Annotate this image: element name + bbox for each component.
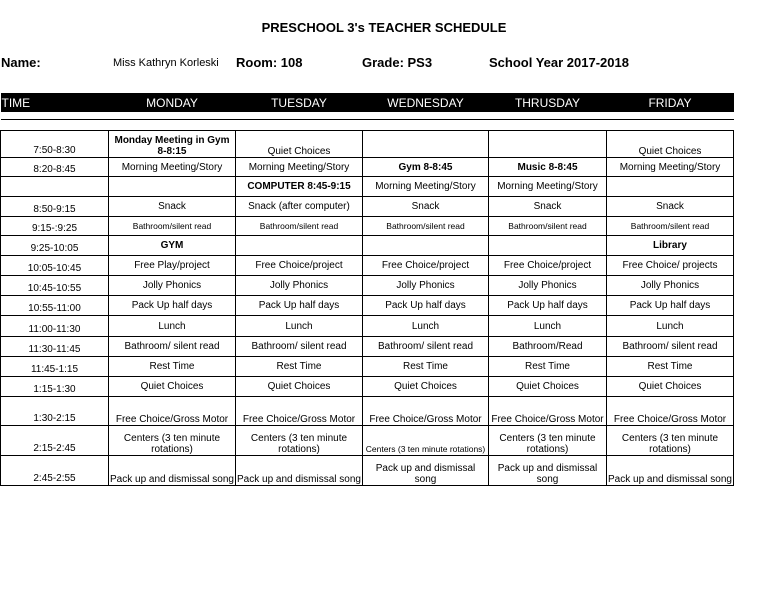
- column-header-monday: MONDAY: [109, 93, 236, 112]
- schedule-cell-thrusday: Pack up and dismissal song: [489, 456, 607, 486]
- schedule-cell-wednesday: Gym 8-8:45: [363, 158, 489, 177]
- time-cell: 11:30-11:45: [1, 337, 109, 357]
- schedule-cell-tuesday: COMPUTER 8:45-9:15: [236, 177, 363, 197]
- schedule-cell-friday: Snack: [607, 197, 734, 217]
- room-label: Room: 108: [236, 55, 303, 70]
- schedule-cell-friday: Free Choice/ projects: [607, 256, 734, 276]
- time-cell: [1, 177, 109, 197]
- schedule-cell-thrusday: Free Choice/project: [489, 256, 607, 276]
- table-row: [1, 158, 734, 177]
- schedule-cell-monday: Quiet Choices: [109, 377, 236, 397]
- schedule-cell-monday: Pack up and dismissal song: [109, 456, 236, 486]
- schedule-cell-tuesday: Jolly Phonics: [236, 276, 363, 296]
- schedule-cell-tuesday: Bathroom/ silent read: [236, 337, 363, 357]
- schedule-cell-wednesday: Jolly Phonics: [363, 276, 489, 296]
- schedule-cell-monday: Jolly Phonics: [109, 276, 236, 296]
- page-title: PRESCHOOL 3's TEACHER SCHEDULE: [261, 20, 507, 35]
- time-cell: 9:25-10:05: [1, 236, 109, 256]
- schedule-cell-tuesday: Pack Up half days: [236, 296, 363, 316]
- schedule-cell-wednesday: Lunch: [363, 316, 489, 337]
- table-row: [1, 236, 734, 256]
- schedule-cell-thrusday: Bathroom/Read: [489, 337, 607, 357]
- schedule-cell-tuesday: Bathroom/silent read: [236, 217, 363, 236]
- time-cell: 2:45-2:55: [1, 456, 109, 486]
- schedule-cell-wednesday: [363, 236, 489, 256]
- table-row: [1, 397, 734, 426]
- schedule-cell-monday: Lunch: [109, 316, 236, 337]
- time-cell: 10:45-10:55: [1, 276, 109, 296]
- spacer-row: [1, 112, 734, 120]
- schedule-cell-tuesday: Rest Time: [236, 357, 363, 377]
- schedule-cell-wednesday: Bathroom/ silent read: [363, 337, 489, 357]
- table-row: [1, 177, 734, 197]
- time-cell: 1:30-2:15: [1, 397, 109, 426]
- schedule-cell-thrusday: Pack Up half days: [489, 296, 607, 316]
- schedule-cell-thrusday: Centers (3 ten minute rotations): [489, 426, 607, 456]
- time-cell: 10:55-11:00: [1, 296, 109, 316]
- schedule-cell-monday: Morning Meeting/Story: [109, 158, 236, 177]
- column-header-thrusday: THRUSDAY: [489, 93, 607, 112]
- schedule-cell-friday: Bathroom/ silent read: [607, 337, 734, 357]
- time-cell: 8:20-8:45: [1, 158, 109, 177]
- schedule-cell-friday: Pack up and dismissal song: [607, 456, 734, 486]
- schedule-cell-tuesday: Free Choice/project: [236, 256, 363, 276]
- schedule-cell-wednesday: Bathroom/silent read: [363, 217, 489, 236]
- schedule-cell-tuesday: Pack up and dismissal song: [236, 456, 363, 486]
- table-row: [1, 316, 734, 337]
- schedule-cell-thrusday: Morning Meeting/Story: [489, 177, 607, 197]
- schedule-cell-wednesday: Quiet Choices: [363, 377, 489, 397]
- schedule-cell-monday: Bathroom/silent read: [109, 217, 236, 236]
- schedule-cell-tuesday: Free Choice/Gross Motor: [236, 397, 363, 426]
- table-row: [1, 131, 734, 158]
- schedule-cell-tuesday: Lunch: [236, 316, 363, 337]
- schedule-cell-monday: [109, 177, 236, 197]
- schedule-cell-friday: Centers (3 ten minute rotations): [607, 426, 734, 456]
- schedule-cell-wednesday: Free Choice/Gross Motor: [363, 397, 489, 426]
- table-row: [1, 337, 734, 357]
- schedule-cell-thrusday: Free Choice/Gross Motor: [489, 397, 607, 426]
- schedule-cell-friday: Jolly Phonics: [607, 276, 734, 296]
- schedule-cell-thrusday: Quiet Choices: [489, 377, 607, 397]
- schedule-cell-wednesday: Snack: [363, 197, 489, 217]
- schedule-cell-friday: Bathroom/silent read: [607, 217, 734, 236]
- schedule-cell-monday: Pack Up half days: [109, 296, 236, 316]
- table-row: [1, 217, 734, 236]
- schedule-cell-tuesday: [236, 236, 363, 256]
- schedule-cell-monday: Bathroom/ silent read: [109, 337, 236, 357]
- schedule-cell-thrusday: [489, 236, 607, 256]
- schedule-cell-monday: Snack: [109, 197, 236, 217]
- table-row: [1, 276, 734, 296]
- schedule-cell-friday: Library: [607, 236, 734, 256]
- schedule-cell-friday: Free Choice/Gross Motor: [607, 397, 734, 426]
- schedule-cell-monday: Monday Meeting in Gym 8-8:15: [109, 131, 236, 158]
- time-cell: 7:50-8:30: [1, 131, 109, 158]
- schedule-cell-friday: Rest Time: [607, 357, 734, 377]
- schedule-cell-tuesday: Quiet Choices: [236, 377, 363, 397]
- schedule-cell-wednesday: [363, 131, 489, 158]
- spacer-row: [1, 120, 734, 131]
- table-row: [1, 296, 734, 316]
- table-row: [1, 256, 734, 276]
- schedule-cell-wednesday: Rest Time: [363, 357, 489, 377]
- schedule-cell-wednesday: Pack up and dismissal song: [363, 456, 489, 486]
- schedule-cell-friday: Quiet Choices: [607, 131, 734, 158]
- column-header-friday: FRIDAY: [607, 93, 734, 112]
- schedule-cell-wednesday: Pack Up half days: [363, 296, 489, 316]
- table-row: [1, 197, 734, 217]
- time-cell: 11:45-1:15: [1, 357, 109, 377]
- table-row: [1, 456, 734, 486]
- schedule-body: [1, 112, 734, 486]
- grade-label: Grade: PS3: [362, 55, 433, 70]
- schedule-cell-thrusday: [489, 131, 607, 158]
- schedule-cell-friday: Morning Meeting/Story: [607, 158, 734, 177]
- schedule-cell-monday: Centers (3 ten minute rotations): [109, 426, 236, 456]
- time-cell: 9:15-:9:25: [1, 217, 109, 236]
- time-cell: 10:05-10:45: [1, 256, 109, 276]
- schedule-cell-tuesday: Quiet Choices: [236, 131, 363, 158]
- schedule-cell-thrusday: Lunch: [489, 316, 607, 337]
- table-row: [1, 426, 734, 456]
- schedule-cell-friday: [607, 177, 734, 197]
- school-year-label: School Year 2017-2018: [489, 55, 629, 70]
- schedule-cell-friday: Pack Up half days: [607, 296, 734, 316]
- schedule-table: [0, 93, 734, 486]
- schedule-cell-friday: Lunch: [607, 316, 734, 337]
- time-cell: 8:50-9:15: [1, 197, 109, 217]
- schedule-cell-wednesday: Free Choice/project: [363, 256, 489, 276]
- schedule-cell-thrusday: Jolly Phonics: [489, 276, 607, 296]
- schedule-cell-tuesday: Centers (3 ten minute rotations): [236, 426, 363, 456]
- schedule-cell-tuesday: Snack (after computer): [236, 197, 363, 217]
- schedule-cell-thrusday: Bathroom/silent read: [489, 217, 607, 236]
- schedule-cell-monday: Free Choice/Gross Motor: [109, 397, 236, 426]
- schedule-cell-monday: Rest Time: [109, 357, 236, 377]
- time-cell: 2:15-2:45: [1, 426, 109, 456]
- schedule-cell-thrusday: Music 8-8:45: [489, 158, 607, 177]
- teacher-name: Miss Kathryn Korleski: [113, 57, 219, 69]
- column-header-wednesday: WEDNESDAY: [363, 93, 489, 112]
- header-row: [1, 93, 734, 112]
- schedule-cell-thrusday: Snack: [489, 197, 607, 217]
- schedule-cell-wednesday: Morning Meeting/Story: [363, 177, 489, 197]
- schedule-cell-wednesday: Centers (3 ten minute rotations): [363, 426, 489, 456]
- schedule-cell-monday: GYM: [109, 236, 236, 256]
- schedule-cell-friday: Quiet Choices: [607, 377, 734, 397]
- column-header-tuesday: TUESDAY: [236, 93, 363, 112]
- table-row: [1, 377, 734, 397]
- column-header-time: TIME: [1, 93, 109, 112]
- time-cell: 11:00-11:30: [1, 316, 109, 337]
- name-label: Name:: [1, 55, 41, 70]
- time-cell: 1:15-1:30: [1, 377, 109, 397]
- schedule-cell-thrusday: Rest Time: [489, 357, 607, 377]
- schedule-cell-tuesday: Morning Meeting/Story: [236, 158, 363, 177]
- table-row: [1, 357, 734, 377]
- schedule-cell-monday: Free Play/project: [109, 256, 236, 276]
